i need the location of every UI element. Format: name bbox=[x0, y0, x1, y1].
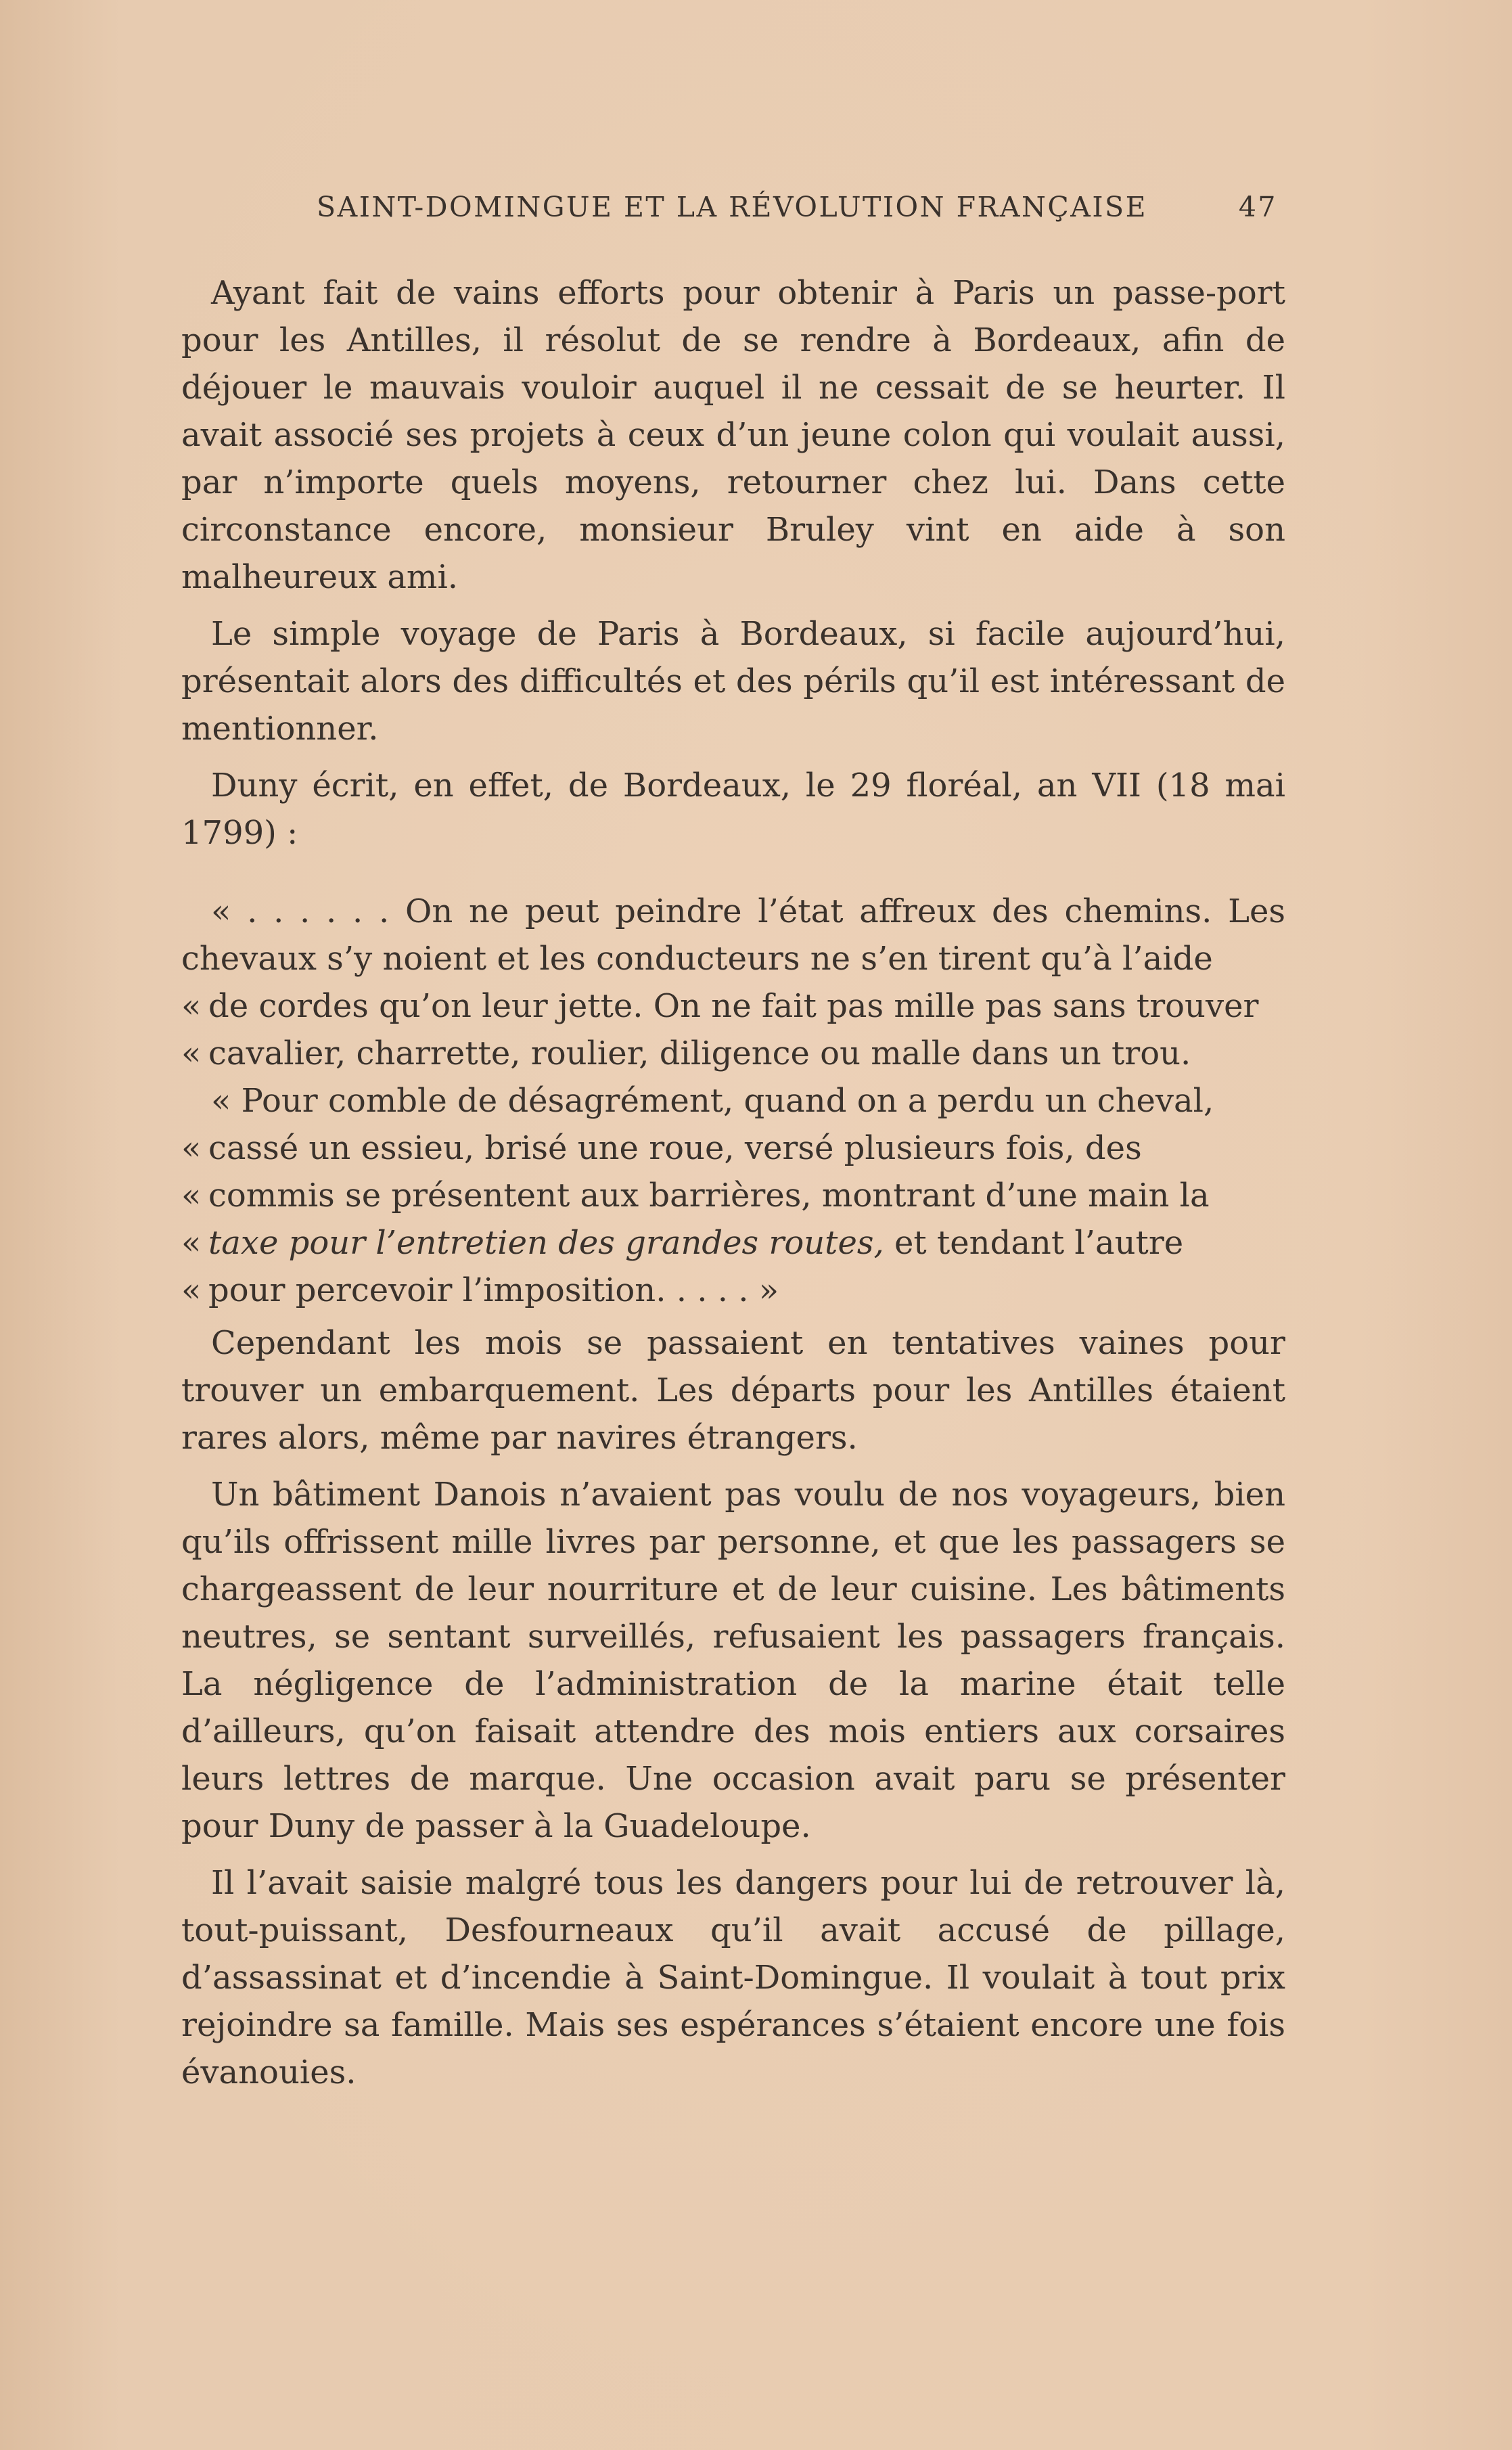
quote-text-1: On ne peut peindre l’état affreux des chemins. Les chevaux s’y noient et les conducteurs ne s’en tirent qu’à l’aide bbox=[181, 892, 1286, 978]
paragraph-1: Ayant fait de vains efforts pour obtenir à Paris un passe-port pour les Antilles, il résolut de se rendre à Bordeaux, afin de déjouer le mauvais vouloir auquel il ne cessait de se heurter. Il avait associé ses projets à ceux d’un jeune colon qui voulait aussi, par n’importe quels moyens, retourner chez lui. Dans cette circonstance encore, monsieur Bruley vint en aide à son malheureux ami. bbox=[181, 274, 1285, 596]
quote-mark: « bbox=[181, 1177, 202, 1215]
quote-line-6 bbox=[181, 1172, 1285, 1219]
quote-mark: « bbox=[181, 1129, 202, 1167]
quote-line-1 bbox=[181, 888, 1285, 982]
quote-mark: « bbox=[181, 1271, 202, 1309]
quote-text-4: Pour comble de désagrément, quand on a perdu un cheval, bbox=[241, 1082, 1214, 1120]
quote-line-7 bbox=[181, 1219, 1285, 1267]
quote-text-6: commis se présentent aux barrières, montrant d’une main la bbox=[208, 1177, 1210, 1215]
quote-line-4 bbox=[181, 1077, 1285, 1125]
quote-mark: « bbox=[181, 987, 202, 1025]
quote-line-5 bbox=[181, 1125, 1285, 1172]
quote-open-mark: « . . . . . . bbox=[211, 892, 390, 930]
quote-line-8 bbox=[181, 1267, 1285, 1314]
quote-italic-phrase: taxe pour l’entretien des grandes routes, bbox=[208, 1224, 884, 1262]
quote-mark: « bbox=[181, 1224, 202, 1262]
quote-line-2 bbox=[181, 982, 1285, 1030]
paragraph-2: Le simple voyage de Paris à Bordeaux, si facile aujourd’hui, présentait alors des difficultés et des périls qu’il est intéressant de mentionner. bbox=[181, 615, 1285, 748]
paragraph-5: Un bâtiment Danois n’avaient pas voulu de nos voyageurs, bien qu’ils offrissent mille livres par personne, et que les passagers se chargeassent de leur nourriture et de leur cuisine. Les bâtiments neutres, se sentant surveillés, refusaient les passagers français. La négligence de l’administration de la marine était telle d’ailleurs, qu’on faisait attendre des mois entiers aux corsaires leurs lettres de marque. Une occasion avait paru se présenter pour Duny de passer à la Guadeloupe. bbox=[181, 1476, 1285, 1845]
quote-text-3: cavalier, charrette, roulier, diligence ou malle dans un trou. bbox=[208, 1035, 1191, 1072]
running-head bbox=[317, 191, 1277, 231]
quote-text-2: de cordes qu’on leur jette. On ne fait pas mille pas sans trouver bbox=[208, 987, 1259, 1025]
page-number: 47 bbox=[1238, 191, 1277, 223]
quote-mark: « bbox=[181, 1035, 202, 1072]
running-title: SAINT-DOMINGUE ET LA RÉVOLUTION FRANÇAISE bbox=[317, 191, 1148, 223]
quote-text-8: pour percevoir l’imposition. . . . . » bbox=[208, 1271, 779, 1309]
quote-line-3 bbox=[181, 1030, 1285, 1077]
block-quote bbox=[181, 888, 1285, 1314]
quote-text-5: cassé un essieu, brisé une roue, versé plusieurs fois, des bbox=[208, 1129, 1142, 1167]
paragraph-6: Il l’avait saisie malgré tous les dangers pour lui de retrouver là, tout-puissant, Desfourneaux qu’il avait accusé de pillage, d’assassinat et d’incendie à Saint-Domingue. Il voulait à tout prix rejoindre sa famille. Mais ses espérances s’étaient encore une fois évanouies. bbox=[181, 1864, 1285, 2091]
paragraph-3: Duny écrit, en effet, de Bordeaux, le 29 floréal, an VII (18 mai 1799) : bbox=[181, 767, 1285, 852]
quote-mark: « bbox=[211, 1082, 231, 1120]
quote-text-7: et tendant l’autre bbox=[884, 1224, 1184, 1262]
body-text bbox=[181, 269, 1285, 2096]
paragraph-4: Cependant les mois se passaient en tentatives vaines pour trouver un embarquement. Les départs pour les Antilles étaient rares alors, même par navires étrangers. bbox=[181, 1324, 1285, 1457]
